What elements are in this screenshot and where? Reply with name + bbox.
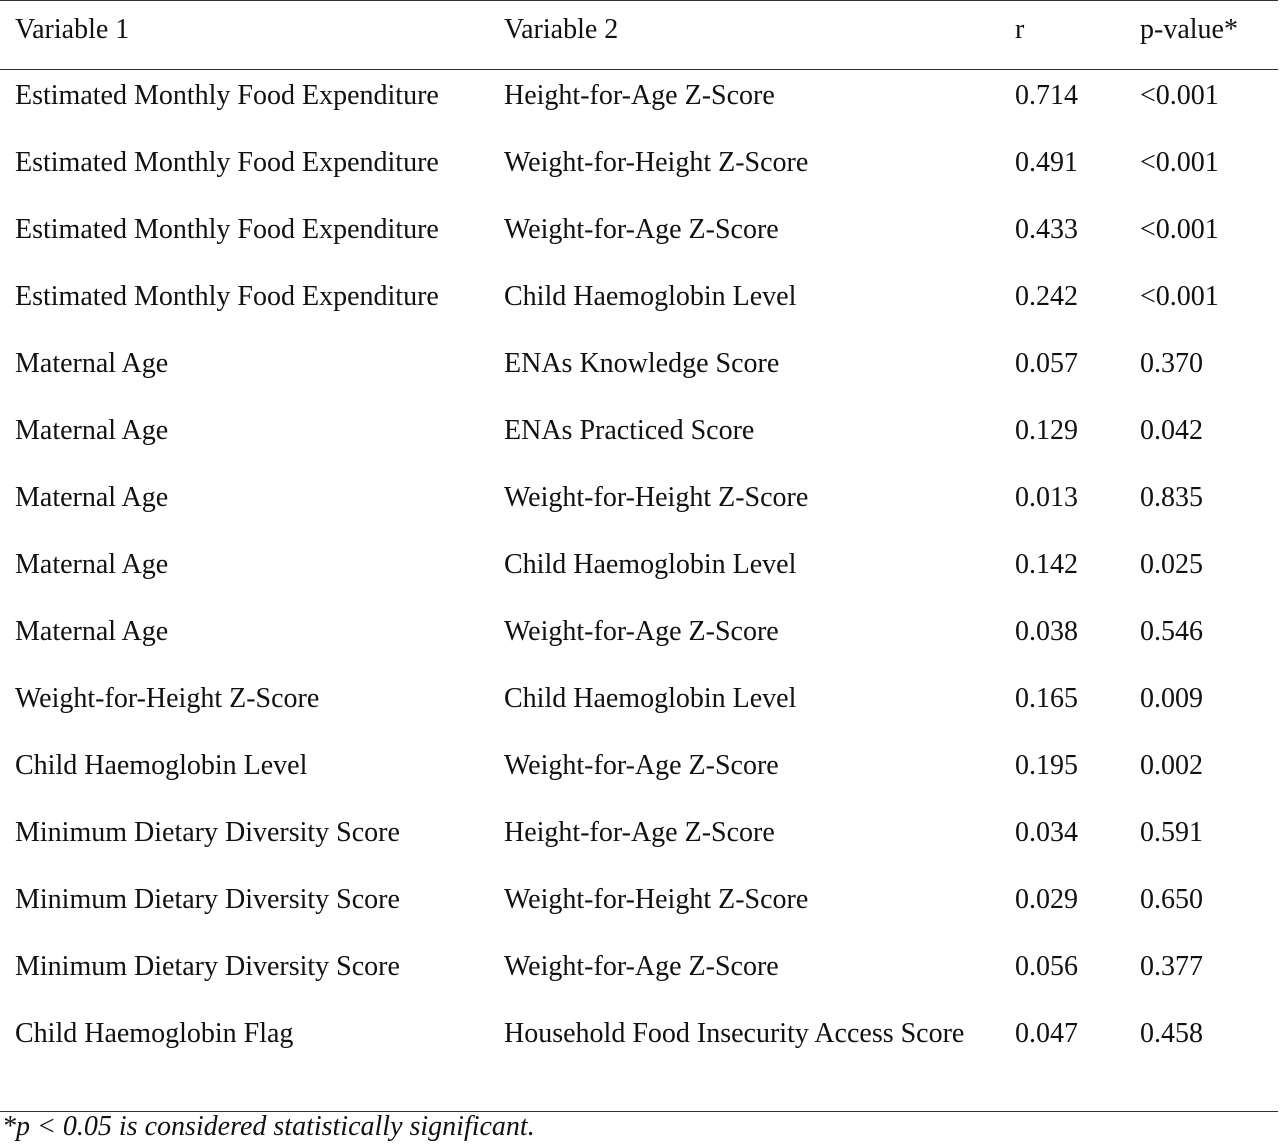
cell-variable-1: Maternal Age — [15, 481, 169, 513]
cell-variable-1: Maternal Age — [15, 615, 169, 647]
table-row — [0, 405, 1278, 472]
cell-variable-2: Weight-for-Age Z-Score — [504, 615, 779, 647]
cell-p-value: 0.377 — [1140, 950, 1203, 982]
table-body — [0, 70, 1278, 1112]
cell-r: 0.013 — [1015, 481, 1078, 513]
cell-variable-1: Estimated Monthly Food Expenditure — [15, 80, 439, 111]
table-row — [0, 472, 1278, 539]
cell-p-value: 0.002 — [1140, 749, 1203, 781]
cell-variable-2: Child Haemoglobin Level — [504, 548, 797, 580]
table-row — [0, 606, 1278, 673]
cell-variable-1: Maternal Age — [15, 414, 169, 446]
cell-variable-2: Weight-for-Age Z-Score — [504, 213, 779, 245]
cell-r: 0.038 — [1015, 615, 1078, 647]
header-row — [0, 1, 1278, 70]
table-row — [0, 271, 1278, 338]
cell-variable-2: Household Food Insecurity Access Score — [504, 1017, 965, 1049]
cell-r: 0.195 — [1015, 749, 1078, 781]
cell-variable-1: Estimated Monthly Food Expenditure — [15, 146, 439, 178]
cell-p-value: <0.001 — [1140, 213, 1219, 245]
table-header — [0, 1, 1278, 70]
cell-variable-2: Height-for-Age Z-Score — [504, 816, 775, 848]
table-row — [0, 338, 1278, 405]
cell-r: 0.165 — [1015, 682, 1078, 714]
cell-r: 0.714 — [1015, 80, 1078, 111]
cell-variable-2: Weight-for-Age Z-Score — [504, 950, 779, 982]
table-row — [0, 539, 1278, 606]
cell-r: 0.242 — [1015, 280, 1078, 312]
cell-p-value: <0.001 — [1140, 80, 1219, 111]
table-row — [0, 70, 1278, 137]
table-row — [0, 874, 1278, 941]
cell-variable-2: Weight-for-Age Z-Score — [504, 749, 779, 781]
cell-variable-1: Child Haemoglobin Level — [15, 749, 308, 781]
cell-r: 0.491 — [1015, 146, 1078, 178]
cell-variable-1: Minimum Dietary Diversity Score — [15, 950, 400, 982]
cell-p-value: 0.650 — [1140, 883, 1203, 915]
cell-variable-2: Weight-for-Height Z-Score — [504, 481, 809, 513]
cell-variable-1: Estimated Monthly Food Expenditure — [15, 213, 439, 245]
header-p-value: p-value* — [1140, 14, 1238, 45]
cell-variable-1: Minimum Dietary Diversity Score — [15, 883, 400, 915]
cell-variable-1: Minimum Dietary Diversity Score — [15, 816, 400, 848]
table-row — [0, 204, 1278, 271]
cell-variable-2: Child Haemoglobin Level — [504, 280, 797, 312]
cell-r: 0.056 — [1015, 950, 1078, 982]
cell-variable-1: Estimated Monthly Food Expenditure — [15, 280, 439, 312]
cell-p-value: 0.042 — [1140, 414, 1203, 446]
table-footnote: *p < 0.05 is considered statistically significant. — [2, 1111, 535, 1142]
cell-variable-1: Maternal Age — [15, 548, 169, 580]
cell-p-value: 0.009 — [1140, 682, 1203, 714]
table-row — [0, 941, 1278, 1008]
table-row — [0, 137, 1278, 204]
table-row — [0, 1008, 1278, 1112]
table-row — [0, 740, 1278, 807]
cell-variable-2: Height-for-Age Z-Score — [504, 80, 775, 111]
cell-variable-2: ENAs Knowledge Score — [504, 347, 780, 379]
cell-variable-2: ENAs Practiced Score — [504, 414, 755, 446]
cell-r: 0.433 — [1015, 213, 1078, 245]
table-row — [0, 673, 1278, 740]
header-variable-1: Variable 1 — [15, 14, 130, 45]
cell-variable-2: Child Haemoglobin Level — [504, 682, 797, 714]
header-variable-2: Variable 2 — [504, 14, 619, 45]
cell-r: 0.142 — [1015, 548, 1078, 580]
header-r: r — [1015, 14, 1025, 45]
cell-r: 0.047 — [1015, 1017, 1078, 1049]
cell-p-value: 0.591 — [1140, 816, 1203, 848]
cell-variable-2: Weight-for-Height Z-Score — [504, 146, 809, 178]
cell-variable-1: Maternal Age — [15, 347, 169, 379]
cell-p-value: <0.001 — [1140, 146, 1219, 178]
cell-r: 0.129 — [1015, 414, 1078, 446]
cell-r: 0.029 — [1015, 883, 1078, 915]
cell-r: 0.057 — [1015, 347, 1078, 379]
cell-variable-2: Weight-for-Height Z-Score — [504, 883, 809, 915]
cell-variable-1: Child Haemoglobin Flag — [15, 1017, 294, 1049]
cell-p-value: 0.025 — [1140, 548, 1203, 580]
cell-p-value: 0.835 — [1140, 481, 1203, 513]
table-row — [0, 807, 1278, 874]
cell-p-value: 0.458 — [1140, 1017, 1203, 1049]
cell-r: 0.034 — [1015, 816, 1078, 848]
cell-p-value: <0.001 — [1140, 280, 1219, 312]
cell-p-value: 0.546 — [1140, 615, 1203, 647]
cell-variable-1: Weight-for-Height Z-Score — [15, 682, 320, 714]
cell-p-value: 0.370 — [1140, 347, 1203, 379]
